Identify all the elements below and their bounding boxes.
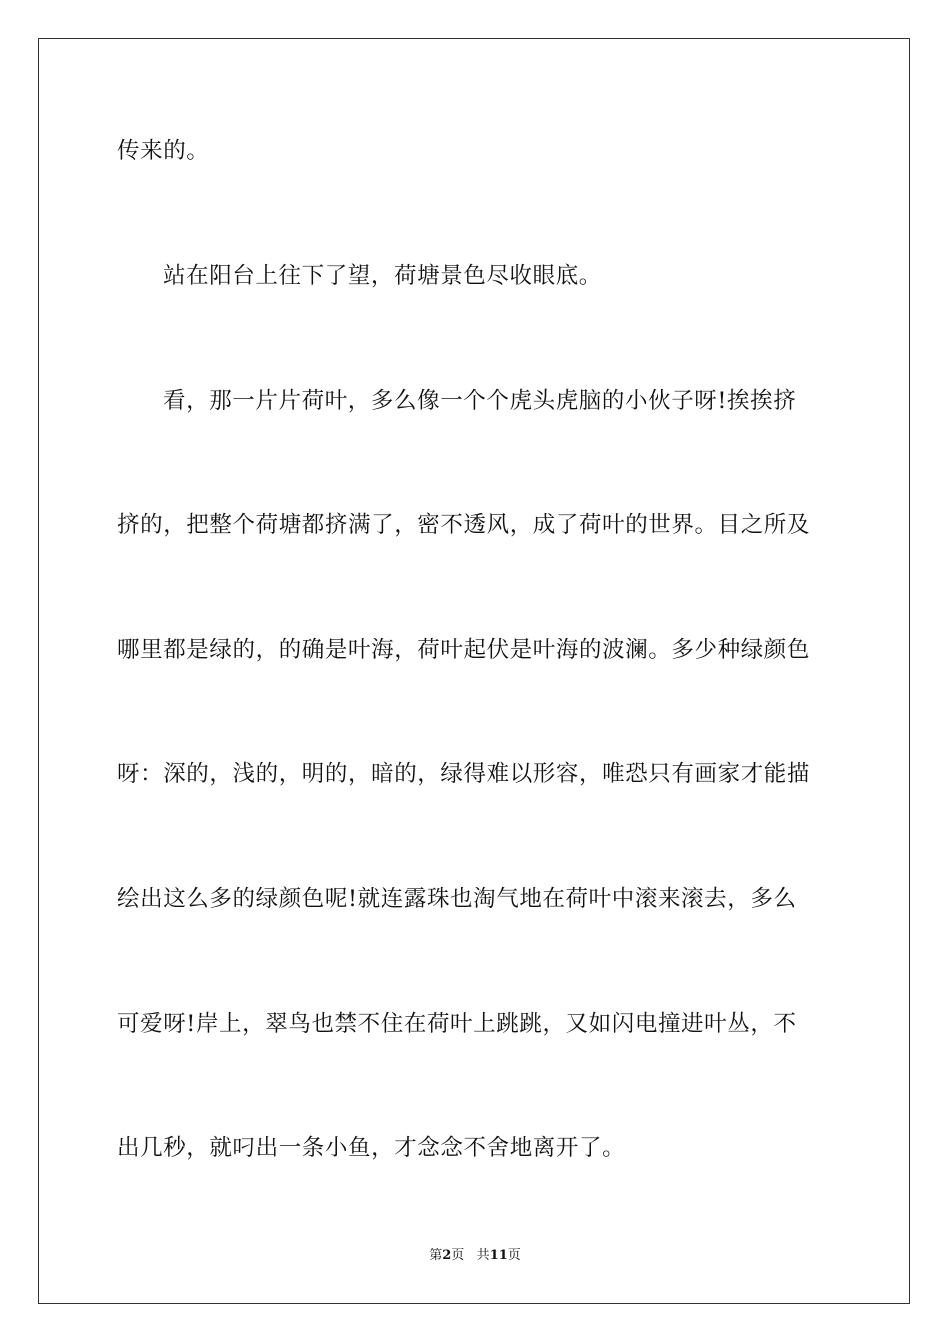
paragraph-3-line-3: 哪里都是绿的，的确是叶海，荷叶起伏是叶海的波澜。多少种绿颜色 [117,637,811,663]
paragraph-3-line-2: 挤的，把整个荷塘都挤满了，密不透风，成了荷叶的世界。目之所及 [117,512,811,538]
paragraph-3-line-1: 看，那一片片荷叶，多么像一个个虎头虎脑的小伙子呀!挨挨挤 [163,388,797,414]
footer-total-prefix: 共 [476,1248,490,1263]
paragraph-3-line-7: 出几秒，就叼出一条小鱼，才念念不舍地离开了。 [117,1135,626,1161]
footer-page-suffix: 页 [451,1248,465,1263]
footer-page-number: 2 [442,1248,452,1263]
page-border [38,38,910,1304]
text-line-1: 传来的。 [117,138,210,164]
footer-total-pages: 11 [489,1248,508,1263]
page-footer [0,1247,950,1265]
footer-total-suffix: 页 [507,1248,521,1263]
paragraph-2-line-1: 站在阳台上往下了望，荷塘景色尽收眼底。 [163,263,602,289]
paragraph-3-line-4: 呀：深的，浅的，明的，暗的，绿得难以形容，唯恐只有画家才能描 [117,761,811,787]
footer-page-prefix: 第 [429,1248,443,1263]
paragraph-3-line-5: 绘出这么多的绿颜色呢!就连露珠也淘气地在荷叶中滚来滚去，多么 [117,886,797,912]
paragraph-3-line-6: 可爱呀!岸上，翠鸟也禁不住在荷叶上跳跳，又如闪电撞进叶丛，不 [117,1011,797,1037]
